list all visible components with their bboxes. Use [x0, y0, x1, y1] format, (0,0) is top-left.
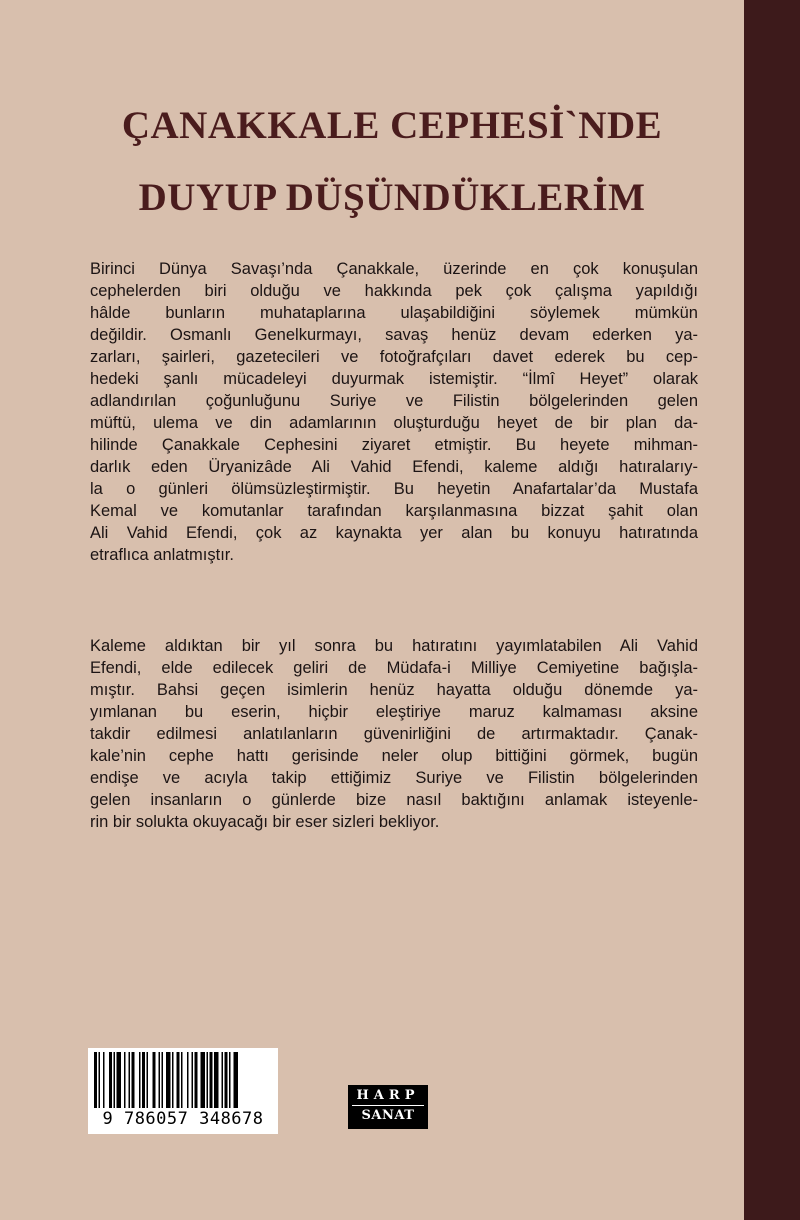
barcode-bar — [153, 1052, 156, 1108]
text-line: kale’nin cephe hattı gerisinde neler olup bittiğini görmek, bugün — [90, 747, 698, 765]
barcode-bar — [222, 1052, 224, 1108]
barcode-bar — [207, 1052, 209, 1108]
text-line: gelen insanların o günlerde bize nasıl baktığını anlamak isteyenle- — [90, 791, 698, 809]
barcode-bar — [109, 1052, 112, 1108]
book-spine — [744, 0, 800, 1220]
blurb-paragraph-2 — [90, 635, 698, 833]
text-line: değildir. Osmanlı Genelkurmayı, savaş henüz devam ederken ya- — [90, 326, 698, 344]
text-line: zarları, şairleri, gazetecileri ve fotoğrafçıları davet ederek bu cep- — [90, 348, 698, 366]
text-line: cephelerden biri olduğu ve hakkında pek çok çalışma yapıldığı — [90, 282, 698, 300]
publisher-logo-line-1: HARP — [352, 1088, 424, 1106]
barcode-bar — [172, 1052, 174, 1108]
barcode-bar — [229, 1052, 231, 1108]
text-line: Efendi, elde edilecek geliri de Müdafa-i Milliye Cemiyetine bağışla- — [90, 659, 698, 677]
text-line: müftü, ulema ve din adamlarının oluşturduğu heyet de bir plan da- — [90, 414, 698, 432]
barcode-bar — [234, 1052, 239, 1108]
text-line: takdir edilmesi anlatılanların güvenirliğini de artırmaktadır. Çanak- — [90, 725, 698, 743]
text-line: darlık eden Üryanizâde Ali Vahid Efendi, kaleme aldığı hatıralarıy- — [90, 458, 698, 476]
text-line: hâlde bunların muhataplarına ulaşabildiğini söylemek mümkün — [90, 304, 698, 322]
barcode-bar — [94, 1052, 97, 1108]
text-line: Kaleme aldıktan bir yıl sonra bu hatıratını yayımlatabilen Ali Vahid — [90, 637, 698, 655]
text-line: mıştır. Bahsi geçen isimlerin henüz hayatta olduğu dönemde ya- — [90, 681, 698, 699]
barcode-bar — [117, 1052, 122, 1108]
text-line: Kemal ve komutanlar tarafından karşılanmasına bizzat şahit olan — [90, 502, 698, 520]
barcode-bar — [181, 1052, 183, 1108]
barcode-bar — [114, 1052, 116, 1108]
text-line: etraflıca anlatmıştır. — [90, 546, 234, 564]
text-line: adlandırılan çoğunluğunu Suriye ve Filistin bölgelerinden gelen — [90, 392, 698, 410]
blurb-paragraph-1 — [90, 258, 698, 566]
barcode-bar — [162, 1052, 164, 1108]
text-line: yımlanan bu eserin, hiçbir eleştiriye maruz kalmaması aksine — [90, 703, 698, 721]
text-line: Ali Vahid Efendi, çok az kaynakta yer alan bu konuyu hatıratında — [90, 524, 698, 542]
isbn-number: 9 786057 348678 — [102, 1109, 264, 1129]
text-line: Birinci Dünya Savaşı’nda Çanakkale, üzerinde en çok konuşulan — [90, 260, 698, 278]
isbn-barcode — [88, 1048, 278, 1134]
barcode-bar — [129, 1052, 131, 1108]
barcode-bar — [210, 1052, 213, 1108]
title-line-2: DUYUP DÜŞÜNDÜKLERİM — [138, 176, 646, 219]
barcode-bar — [159, 1052, 161, 1108]
barcode-bar — [147, 1052, 149, 1108]
text-line: rin bir solukta okuyacağı bir eser sizleri bekliyor. — [90, 813, 440, 831]
barcode-bar — [166, 1052, 171, 1108]
barcode-bar — [142, 1052, 145, 1108]
barcode-bar — [99, 1052, 101, 1108]
barcode-bar — [132, 1052, 135, 1108]
publisher-logo-line-2: SANAT — [361, 1108, 415, 1123]
text-line: hedeki şanlı mücadeleyi duyurmak istemiştir. “İlmî Heyet” olarak — [90, 370, 698, 388]
barcode-bar — [225, 1052, 228, 1108]
barcode-bar — [195, 1052, 198, 1108]
barcode-bars — [88, 1048, 278, 1110]
text-line: la o günleri ölümsüzleştirmiştir. Bu heyetin Anafartalar’da Mustafa — [90, 480, 698, 498]
barcode-bar — [177, 1052, 180, 1108]
barcode-bar — [103, 1052, 105, 1108]
barcode-bar — [214, 1052, 219, 1108]
barcode-bar — [124, 1052, 126, 1108]
title-line-1: ÇANAKKALE CEPHESİ`NDE — [121, 104, 663, 147]
barcode-bar — [187, 1052, 189, 1108]
barcode-bar — [139, 1052, 141, 1108]
text-line: hilinde Çanakkale Cephesini ziyaret etmiştir. Bu heyete mihman- — [90, 436, 698, 454]
text-line: endişe ve acıyla takip ettiğimiz Suriye ve Filistin bölgelerinden — [90, 769, 698, 787]
barcode-bar — [192, 1052, 194, 1108]
publisher-logo — [348, 1085, 428, 1129]
barcode-bar — [201, 1052, 206, 1108]
